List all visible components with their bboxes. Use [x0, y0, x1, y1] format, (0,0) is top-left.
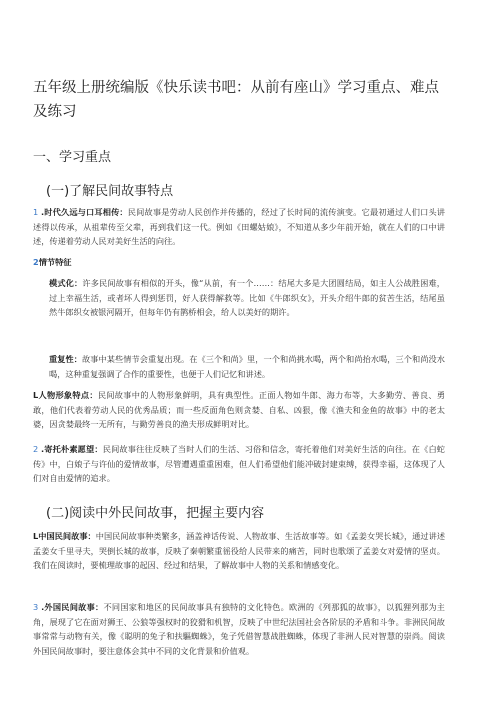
para-repetition: 重复性：故事中某些情节会重复出现。在《三个和尚》里，一个和尚挑水喝，两个和尚抬水喝，三个和尚没水喝，这种重复强调了合作的重要性，也便于人们记忆和讲述。	[49, 354, 445, 379]
para-chinese-stories: L中国民间故事：中国民间故事种类繁多，涵盖神话传说、人物故事、生活故事等。如《孟姜女哭长城》，通过讲述孟姜女千里寻夫，哭倒长城的故事，反映了秦朝繁重徭役给人民带来的痛苦，同时也歌颂了孟姜女对爱情的坚贞。我们在阅读时，要梳理故事的起因、经过和结果，了解故事中人物的关系和情感变化。	[33, 531, 446, 571]
section-heading-focus: 一、学习重点	[33, 150, 112, 165]
item-simple-wishes: 2 .寄托朴素愿望：民间故事往往反映了当时人们的生活、习俗和信念，寄托着他们对美好生活的向往。在《白蛇传》中，白娘子与许仙的爱情故事，尽管遭遇重重困难，但人们希望他们能冲破封建束缚，获得幸福，这体现了人们对自由爱情的追求。	[33, 444, 445, 484]
para-patterned: 模式化：许多民间故事有相似的开头，像“从前，有一个……：结尾大多是大团圆结局，如主人公战胜困难，过上幸福生活，或者坏人得到惩罚，好人获得解救等。比如《牛郎织女》，开头介绍牛郎的贫苦生活，结尾虽然牛郎织女被银河隔开，但每年仍有鹊桥相会，给人以美好的期许。	[49, 278, 445, 318]
subheading-folk-features: (一)了解民间故事特点	[46, 184, 174, 199]
item-plot-features: 2情节特征	[33, 257, 72, 267]
subheading-read-stories: (二)阅读中外民间故事，把握主要内容	[46, 506, 265, 521]
item-foreign-stories: 3 .外国民间故事：不同国家和地区的民间故事具有独特的文化特色。欧洲的《列那狐的故事》，以狐狸列那为主角，展现了它在面对狮王、公狼等强权时的狡猾和机智，反映了中世纪法国社会各阶层的矛盾和斗争。非洲民间故事常常与动物有关，像《聪明的兔子和扶驅蜘蛛》，兔子凭借智慧战胜蜘蛛，体现了非洲人民对智慧的崇尚。阅读外国民间故事时，要注意体会其中不同的文化背景和价值观。	[33, 602, 445, 656]
item-ancient-oral: 1 .时代久远与口耳相传：民间故事是劳动人民创作并传播的，经过了长时间的流传演变。它最初通过人们口头讲述得以传承，从祖辈传至父辈，再到我们这一代。例如《田螺姑娘》，不知道从多少年前开始，就在人们的口中讲述，传递着劳动人民对美好生活的向往。	[33, 207, 445, 247]
document-title: 五年级上册统编版《快乐读书吧：从前有座山》学习重点、难点及练习	[33, 80, 439, 120]
para-characters: L人物形象特点：民间故事中的人物形象鲜明，具有典型性。正面人物如牛郎、海力布等，大多勤劳、善良、勇敢，他们代表着劳动人民的优秀品质；而一些反面角色则贪婪、自私、凶狠，像《渔夫和金鱼的故事》中的老太婆，因贪婪最终一无所有，与勤劳善良的渔夫形成鲜明对比。	[33, 390, 445, 430]
